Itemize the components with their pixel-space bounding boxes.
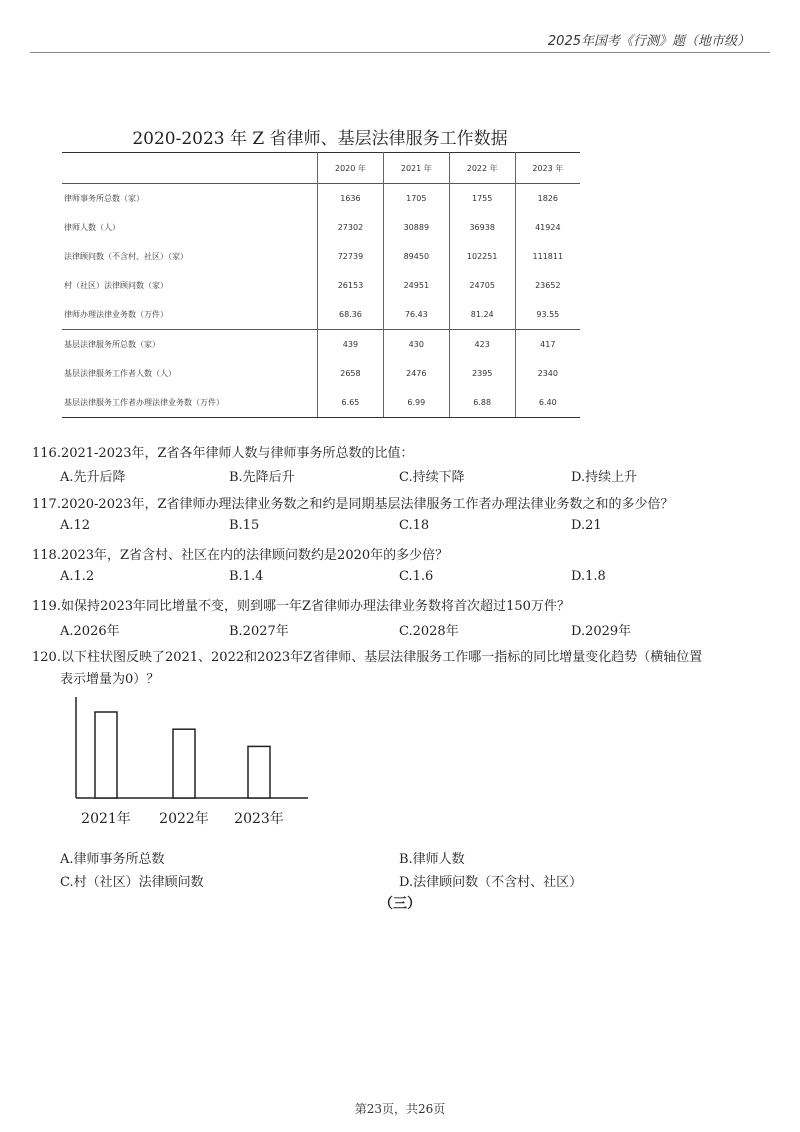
option-c[interactable]: C.2028年: [399, 624, 459, 639]
table-row: [62, 242, 580, 271]
table-row: [62, 359, 580, 388]
table-title: 2020-2023 年 Z 省律师、基层法律服务工作数据: [132, 129, 508, 149]
bar-2021年: [95, 712, 117, 798]
cell-value: 93.55: [515, 300, 580, 330]
option-c[interactable]: C.村（社区）法律顾问数: [60, 875, 204, 890]
cell-value: 89450: [383, 242, 449, 271]
bar-chart: [60, 695, 320, 835]
option-c[interactable]: C.持续下降: [399, 470, 465, 485]
cell-value: 417: [515, 330, 580, 360]
page-header: 2025年国考《行测》题（地市级）: [547, 34, 750, 49]
data-table: [62, 152, 580, 418]
option-b[interactable]: B.律师人数: [399, 852, 465, 867]
x-tick-label: 2022年: [159, 811, 209, 827]
option-b[interactable]: B.1.4: [229, 569, 264, 584]
question-120-stem-continued: 表示增量为0）？: [60, 672, 160, 687]
cell-value: 439: [318, 330, 384, 360]
cell-value: 102251: [449, 242, 515, 271]
year-header: 2021 年: [383, 153, 449, 184]
cell-value: 6.40: [515, 388, 580, 418]
option-d[interactable]: D.21: [571, 518, 602, 533]
bar-2023年: [248, 746, 270, 798]
x-tick-label: 2021年: [81, 811, 131, 827]
cell-value: 36938: [449, 213, 515, 242]
row-label: 律师人数（人）: [64, 223, 120, 232]
question-116-stem: 116.2021-2023年，Z省各年律师人数与律师事务所总数的比值：: [32, 446, 414, 461]
year-header: 2020 年: [318, 153, 384, 184]
question-120-stem: 120.以下柱状图反映了2021、2022和2023年Z省律师、基层法律服务工作哪一指标的同比增量变化趋势（横轴位置: [32, 650, 703, 665]
cell-value: 6.65: [318, 388, 384, 418]
year-header: 2023 年: [515, 153, 580, 184]
option-b[interactable]: B.15: [229, 518, 260, 533]
option-c[interactable]: C.1.6: [399, 569, 434, 584]
option-b[interactable]: B.2027年: [229, 624, 289, 639]
year-header: 2022 年: [449, 153, 515, 184]
cell-value: 2476: [383, 359, 449, 388]
table-row: [62, 184, 580, 214]
question-117-stem: 117.2020-2023年，Z省律师办理法律业务数之和约是同期基层法律服务工作者办理法律业务数之和的多少倍？: [32, 497, 674, 512]
cell-value: 72739: [318, 242, 384, 271]
table-corner-cell: [62, 153, 318, 184]
option-a[interactable]: A.12: [60, 518, 91, 533]
option-d[interactable]: D.持续上升: [571, 470, 638, 485]
cell-value: 30889: [383, 213, 449, 242]
row-label: 基层法律服务所总数（家）: [62, 330, 318, 360]
cell-value: 24705: [449, 271, 515, 300]
cell-value: 1636: [318, 184, 384, 214]
option-b[interactable]: B.先降后升: [229, 470, 295, 485]
cell-value: 6.88: [449, 388, 515, 418]
table-row: [62, 213, 580, 242]
cell-value: 111811: [515, 242, 580, 271]
cell-value: 2658: [318, 359, 384, 388]
bar-2022年: [173, 729, 195, 798]
row-label: 律师事务所总数（家）: [64, 194, 144, 203]
x-tick-label: 2023年: [234, 811, 284, 827]
cell-value: 23652: [515, 271, 580, 300]
cell-value: 6.99: [383, 388, 449, 418]
table-header-row: [62, 153, 580, 184]
cell-value: 81.24: [449, 300, 515, 330]
cell-value: 27302: [318, 213, 384, 242]
cell-value: 1826: [515, 184, 580, 214]
table-row: [62, 300, 580, 330]
table-row: [62, 388, 580, 418]
page-footer: 第23页，共26页: [354, 1102, 446, 1116]
option-a[interactable]: A.先升后降: [60, 470, 126, 485]
row-label: 基层法律服务工作者办理法律业务数（万件）: [62, 388, 318, 418]
option-c[interactable]: C.18: [399, 518, 430, 533]
row-label: 村（社区）法律顾问数（家）: [64, 281, 168, 290]
option-d[interactable]: D.2029年: [571, 624, 632, 639]
cell-value: 430: [383, 330, 449, 360]
option-a[interactable]: A.2026年: [60, 624, 120, 639]
row-label: 法律顾问数（不含村、社区）（家）: [64, 252, 188, 261]
cell-value: 1705: [383, 184, 449, 214]
table-row: [62, 271, 580, 300]
cell-value: 41924: [515, 213, 580, 242]
row-label: 律师办理法律业务数（万件）: [64, 310, 168, 319]
header-divider: [30, 52, 770, 53]
row-label: 基层法律服务工作者人数（人）: [64, 369, 176, 378]
cell-value: 76.43: [383, 300, 449, 330]
question-118-stem: 118.2023年，Z省含村、社区在内的法律顾问数约是2020年的多少倍？: [32, 548, 449, 563]
section-heading: （三）: [379, 896, 421, 912]
cell-value: 1755: [449, 184, 515, 214]
option-a[interactable]: A.1.2: [60, 569, 95, 584]
cell-value: 24951: [383, 271, 449, 300]
option-d[interactable]: D.法律顾问数（不含村、社区）: [399, 875, 583, 890]
cell-value: 2395: [449, 359, 515, 388]
cell-value: 68.36: [318, 300, 384, 330]
option-a[interactable]: A.律师事务所总数: [60, 852, 165, 867]
cell-value: 26153: [318, 271, 384, 300]
option-d[interactable]: D.1.8: [571, 569, 606, 584]
cell-value: 423: [449, 330, 515, 360]
cell-value: 2340: [515, 359, 580, 388]
table-row: [62, 330, 580, 360]
question-119-stem: 119.如保持2023年同比增量不变，则到哪一年Z省律师办理法律业务数将首次超过150万件？: [32, 599, 570, 614]
